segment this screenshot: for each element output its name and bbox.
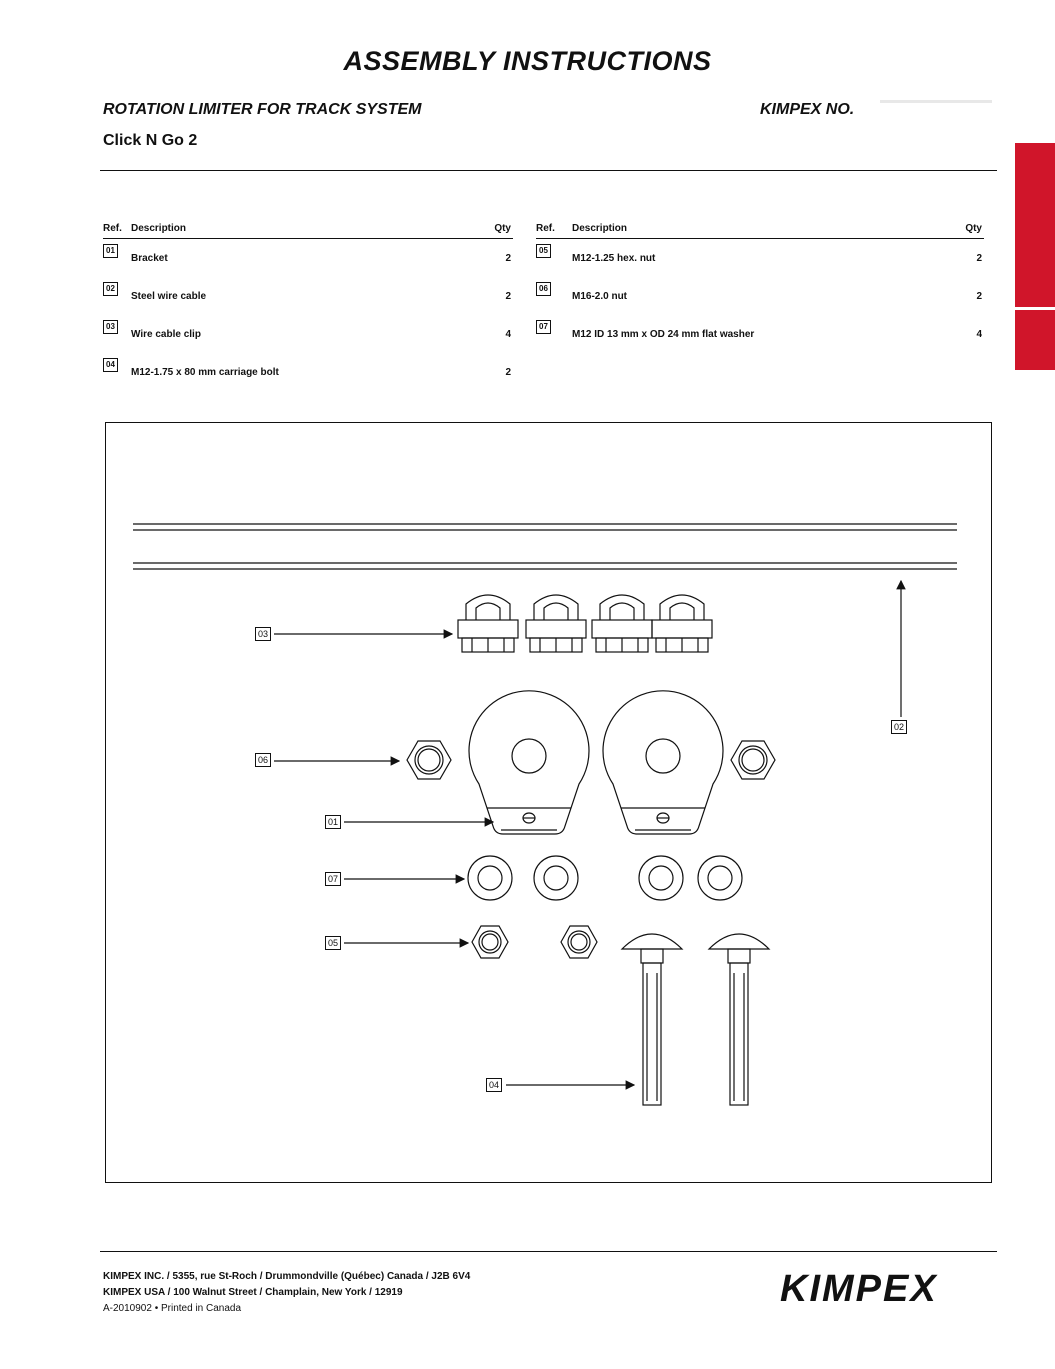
m16-nut [407, 741, 451, 779]
header-divider [100, 170, 997, 171]
ref-badge: 04 [103, 358, 118, 372]
ref-badge: 01 [103, 244, 118, 258]
col-description-header: Description [131, 221, 481, 239]
col-description-header: Description [572, 221, 952, 239]
callout-01: 01 [325, 815, 341, 829]
callout-05: 05 [325, 936, 341, 950]
table-row [536, 315, 984, 353]
part-qty: 2 [976, 290, 982, 302]
carriage-bolt [709, 934, 769, 1105]
wire-cable-clip [526, 595, 586, 652]
table-row [536, 239, 984, 278]
red-edge-tab-lower [1015, 310, 1055, 370]
ref-badge: 07 [536, 320, 551, 334]
wire-cable-clip [458, 595, 518, 652]
parts-table-left [103, 221, 513, 391]
callout-07: 07 [325, 872, 341, 886]
ref-badge: 06 [536, 282, 551, 296]
m16-nut [731, 741, 775, 779]
col-ref-header: Ref. [536, 221, 572, 239]
part-description: M12-1.25 hex. nut [572, 252, 656, 264]
bracket [469, 691, 589, 834]
wire-cable-clip [592, 595, 652, 652]
product-subtitle: ROTATION LIMITER FOR TRACK SYSTEM [103, 101, 422, 118]
m12-hex-nut [472, 926, 508, 958]
steel-wire-cable [133, 563, 957, 569]
flat-washer [534, 856, 578, 900]
red-edge-tab-upper [1015, 143, 1055, 307]
col-qty-header: Qty [952, 221, 984, 239]
col-qty-header: Qty [481, 221, 513, 239]
bracket [603, 691, 723, 834]
flat-washer [468, 856, 512, 900]
part-qty: 2 [505, 252, 511, 264]
part-description: M12-1.75 x 80 mm carriage bolt [131, 366, 279, 378]
flat-washer [639, 856, 683, 900]
product-model: Click N Go 2 [103, 132, 198, 149]
part-description: Steel wire cable [131, 290, 207, 302]
wire-cable-clip [652, 595, 712, 652]
table-row [536, 277, 984, 315]
footer-address-usa: KIMPEX USA / 100 Walnut Street / Champlain, New York / 12919 [103, 1287, 403, 1298]
part-description: M16-2.0 nut [572, 290, 628, 302]
footer-part-number: A-2010902 • Printed in Canada [103, 1303, 242, 1314]
kimpex-number-label: KIMPEX NO. [760, 101, 855, 118]
part-qty: 2 [505, 366, 511, 378]
flat-washer [698, 856, 742, 900]
part-qty: 2 [976, 252, 982, 264]
callout-03: 03 [255, 627, 271, 641]
part-description: Bracket [131, 252, 168, 264]
part-description: M12 ID 13 mm x OD 24 mm flat washer [572, 328, 755, 340]
m12-hex-nut [561, 926, 597, 958]
table-row [103, 239, 513, 278]
carriage-bolt [622, 934, 682, 1105]
callout-02: 02 [891, 720, 907, 734]
steel-wire-cable [133, 524, 957, 530]
table-row [103, 315, 513, 353]
callout-06: 06 [255, 753, 271, 767]
ref-badge: 02 [103, 282, 118, 296]
col-ref-header: Ref. [103, 221, 131, 239]
callout-04: 04 [486, 1078, 502, 1092]
exploded-view-figure [105, 422, 992, 1183]
table-row [103, 353, 513, 391]
exploded-view-drawing [106, 423, 993, 1184]
kimpex-logo: KIMPEX [780, 1268, 938, 1310]
page-title: ASSEMBLY INSTRUCTIONS [343, 46, 712, 76]
part-qty: 4 [976, 328, 982, 340]
kimpex-number-field [880, 100, 992, 103]
footer-divider [100, 1251, 997, 1252]
part-qty: 2 [505, 290, 511, 302]
parts-table-right [536, 221, 984, 353]
part-description: Wire cable clip [131, 328, 201, 340]
ref-badge: 03 [103, 320, 118, 334]
table-row [103, 277, 513, 315]
ref-badge: 05 [536, 244, 551, 258]
part-qty: 4 [505, 328, 511, 340]
footer-address-canada: KIMPEX INC. / 5355, rue St-Roch / Drummondville (Québec) Canada / J2B 6V4 [103, 1271, 471, 1282]
